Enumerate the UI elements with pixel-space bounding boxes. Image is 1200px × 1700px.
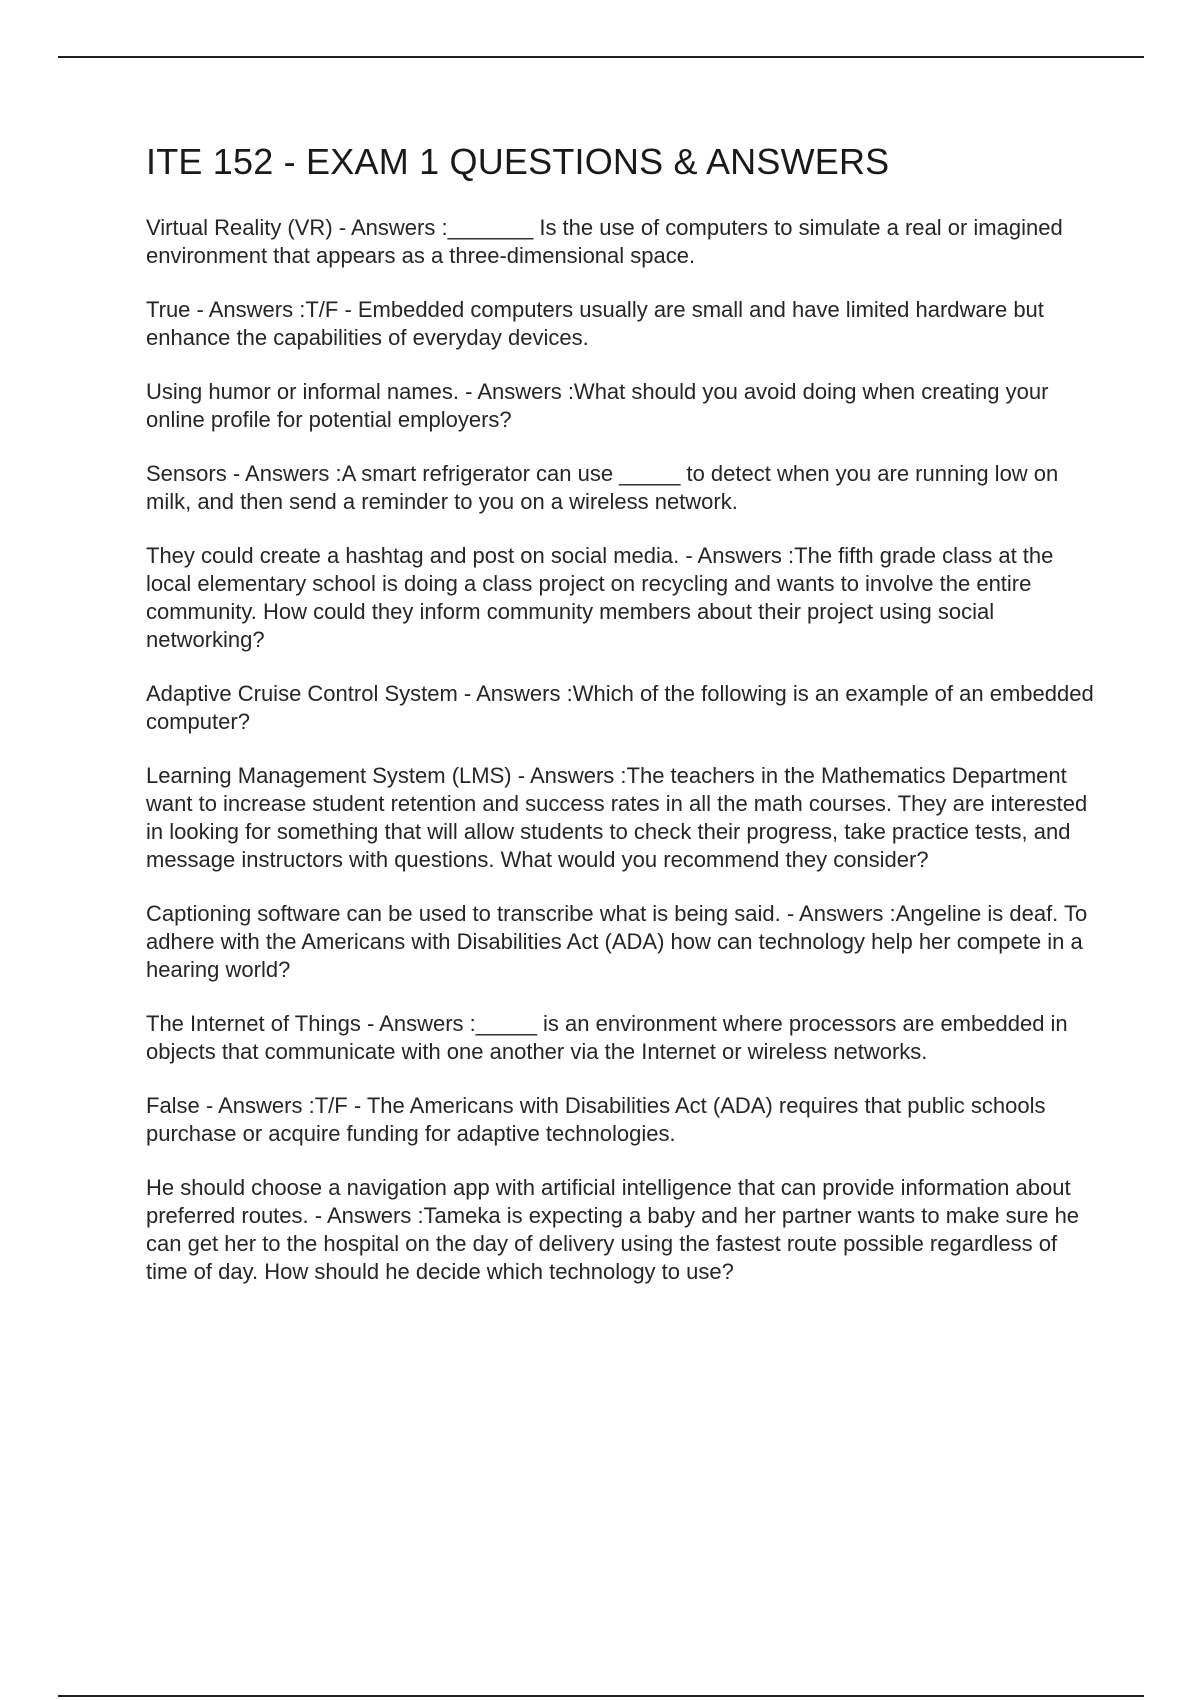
qa-item: Learning Management System (LMS) - Answers :The teachers in the Mathematics Department want to increase student retention and success rates in all the math courses. They are interested in looking for something that will allow students to check their progress, take practice tests, and message instructors with questions. What would you recommend they consider?	[146, 763, 1088, 872]
document-body	[146, 140, 1096, 1312]
qa-item: The Internet of Things - Answers :_____ is an environment where processors are embedded in objects that communicate with one another via the Internet or wireless networks.	[146, 1011, 1068, 1064]
top-divider	[58, 56, 1144, 58]
bottom-divider	[58, 1695, 1144, 1697]
qa-item: Sensors - Answers :A smart refrigerator can use _____ to detect when you are running low on milk, and then send a reminder to you on a wireless network.	[146, 461, 1059, 514]
qa-item: Captioning software can be used to transcribe what is being said. - Answers :Angeline is deaf. To adhere with the Americans with Disabilities Act (ADA) how can technology help her compete in a hearing world?	[146, 901, 1088, 982]
qa-item: True - Answers :T/F - Embedded computers usually are small and have limited hardware but enhance the capabilities of everyday devices.	[146, 297, 1044, 350]
qa-item: False - Answers :T/F - The Americans with Disabilities Act (ADA) requires that public schools purchase or acquire funding for adaptive technologies.	[146, 1093, 1046, 1146]
qa-item: He should choose a navigation app with artificial intelligence that can provide information about preferred routes. - Answers :Tameka is expecting a baby and her partner wants to make sure he can get her to the hospital on the day of delivery using the fastest route possible regardless of time of day. How should he decide which technology to use?	[146, 1175, 1080, 1284]
qa-item: Virtual Reality (VR) - Answers :_______ Is the use of computers to simulate a real or imagined environment that appears as a three-dimensional space.	[146, 215, 1063, 268]
document-title: ITE 152 - EXAM 1 QUESTIONS & ANSWERS	[146, 141, 890, 182]
qa-item: Using humor or informal names. - Answers :What should you avoid doing when creating your online profile for potential employers?	[146, 379, 1049, 432]
qa-item: They could create a hashtag and post on social media. - Answers :The fifth grade class at the local elementary school is doing a class project on recycling and wants to involve the entire community. How could they inform community members about their project using social networking?	[146, 543, 1054, 652]
qa-item: Adaptive Cruise Control System - Answers :Which of the following is an example of an embedded computer?	[146, 681, 1094, 734]
